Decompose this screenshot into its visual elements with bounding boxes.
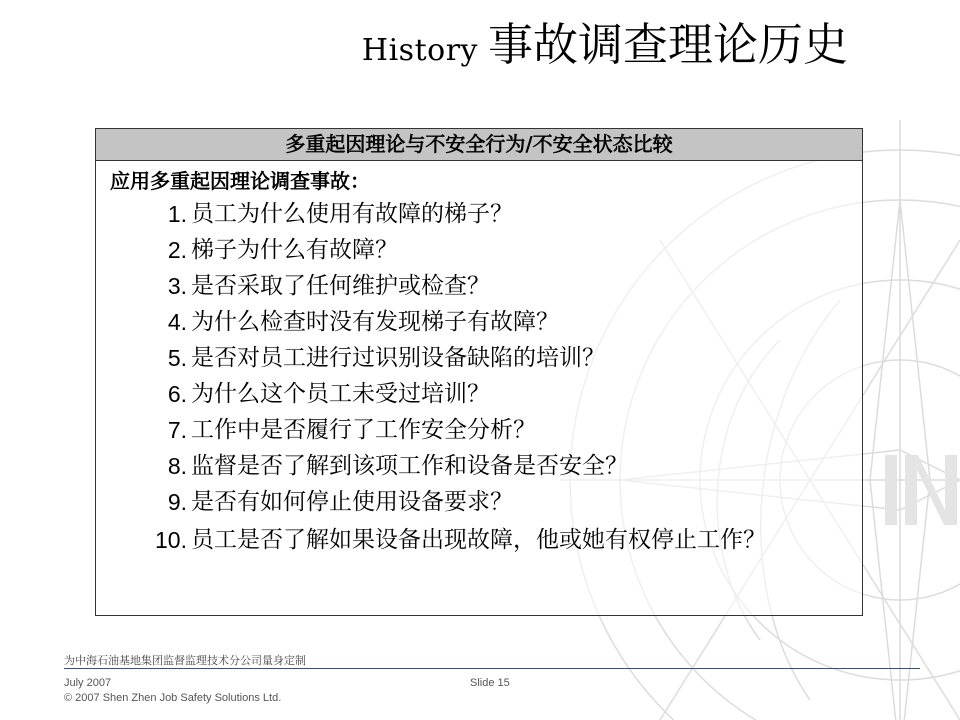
item-text: 是否采取了任何维护或检查？ <box>191 273 490 299</box>
item-number: 10. <box>155 527 187 553</box>
item-text: 是否对员工进行过识别设备缺陷的培训？ <box>191 345 605 371</box>
item-text: 为什么这个员工未受过培训？ <box>191 381 490 407</box>
box-header: 多重起因理论与不安全行为/不安全状态比较 <box>96 129 862 161</box>
item-number: 8. <box>167 453 187 479</box>
list-item <box>96 485 862 521</box>
list-item <box>96 341 862 377</box>
list-item <box>96 449 862 485</box>
list-item <box>96 377 862 413</box>
item-text: 监督是否了解到该项工作和设备是否安全？ <box>191 453 628 479</box>
item-text: 为什么检查时没有发现梯子有故障？ <box>191 309 559 335</box>
slide-title <box>361 18 848 71</box>
intro-text: 应用多重起因理论调查事故： <box>110 169 370 193</box>
list-item <box>96 269 862 305</box>
list-item <box>96 197 862 233</box>
item-number: 9. <box>167 489 187 515</box>
item-number: 7. <box>167 417 187 443</box>
item-text: 员工是否了解如果设备出现故障，他或她有权停止工作？ <box>191 527 766 553</box>
list-item <box>96 413 862 449</box>
item-text: 是否有如何停止使用设备要求？ <box>191 489 513 515</box>
footer-date: July 2007 <box>64 677 112 689</box>
list-item <box>96 525 862 555</box>
item-number: 4. <box>167 309 187 335</box>
item-text: 工作中是否履行了工作安全分析？ <box>191 417 536 443</box>
footer-divider <box>64 668 920 669</box>
footer-copyright: © 2007 Shen Zhen Job Safety Solutions Ltd. <box>64 692 282 704</box>
item-number: 3. <box>167 273 187 299</box>
comparison-box <box>95 128 863 616</box>
item-text: 梯子为什么有故障？ <box>191 237 398 263</box>
footer-note: 为中海石油基地集团监督监理技术分公司量身定制 <box>64 654 306 667</box>
item-text: 员工为什么使用有故障的梯子？ <box>191 201 513 227</box>
item-number: 1. <box>167 201 187 227</box>
title-chinese: 事故调查理论历史 <box>487 18 848 71</box>
question-list <box>96 197 862 555</box>
title-english: History <box>361 33 478 68</box>
slide-number: Slide 15 <box>470 677 510 689</box>
list-item <box>96 233 862 269</box>
item-number: 5. <box>167 345 187 371</box>
list-item <box>96 305 862 341</box>
item-number: 2. <box>167 237 187 263</box>
item-number: 6. <box>167 381 187 407</box>
